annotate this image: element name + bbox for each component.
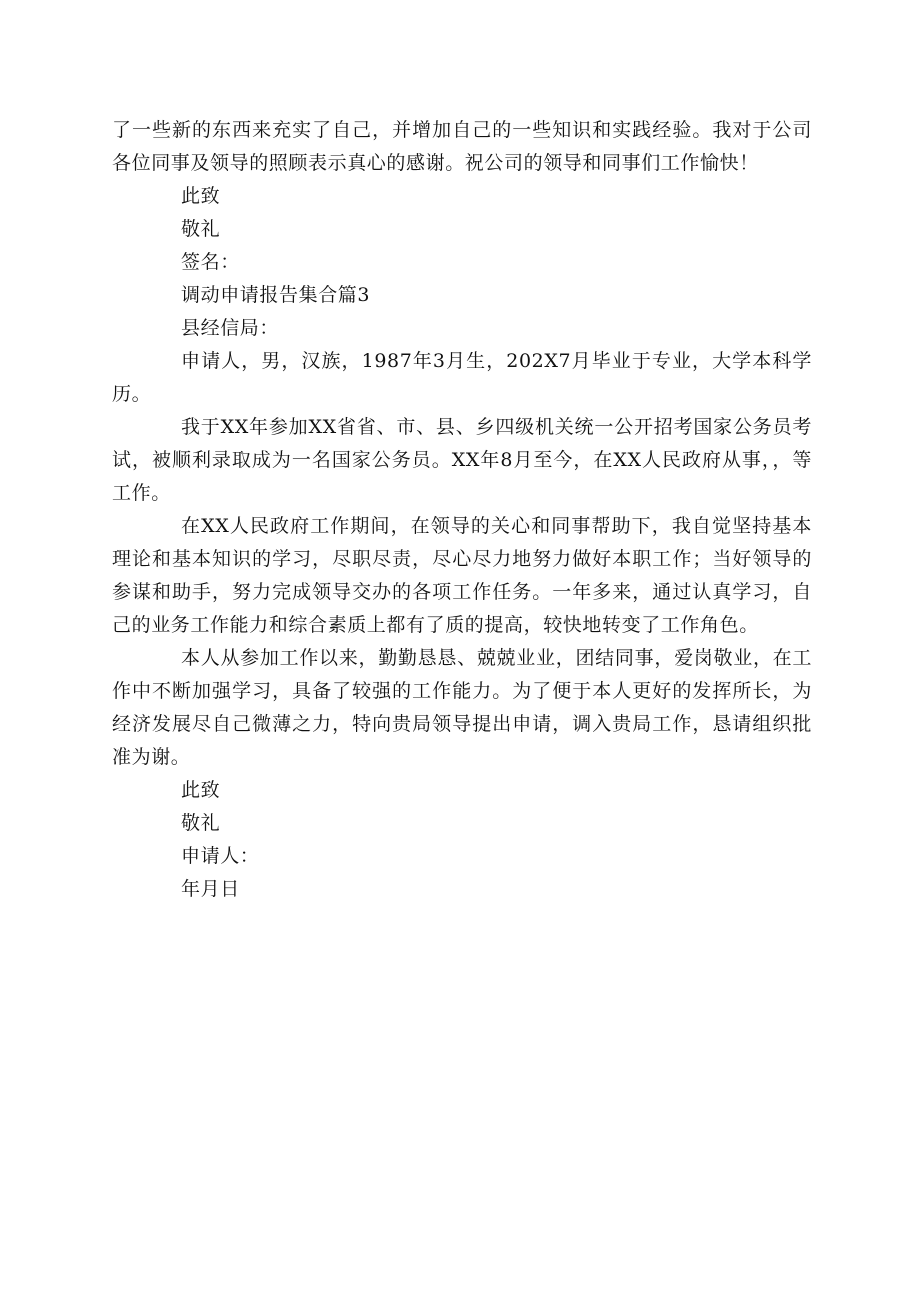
closing-jingli: 敬礼 [181,218,221,240]
section-heading: 调动申请报告集合篇3 [181,284,371,306]
signature-label: 签名： [181,251,240,273]
addressee: 县经信局： [181,317,280,339]
paragraph-request: 本人从参加工作以来，勤勤恳恳、兢兢业业，团结同事，爱岗敬业，在工作中不断加强学习，具备了较强的工作能力。为了便于本人更好的发挥所长，为经济发展尽自己微薄之力，特向贵局领导提出申请，调入贵局工作，恳请组织批准为谢。 [112,647,812,768]
closing-jingli-2: 敬礼 [181,812,221,834]
paragraph-applicant-info: 申请人，男，汉族，1987年3月生，202X7月毕业于专业，大学本科学历。 [112,350,812,405]
document-body [112,114,812,906]
closing-cizhi-2: 此致 [181,779,221,801]
applicant-label: 申请人： [181,845,260,867]
closing-cizhi: 此致 [181,185,221,207]
date-label: 年月日 [181,878,240,900]
paragraph-exam: 我于XX年参加XX省省、市、县、乡四级机关统一公开招考国家公务员考试，被顺利录取成为一名国家公务员。XX年8月至今，在XX人民政府从事，，等工作。 [112,416,812,504]
paragraph-work-period: 在XX人民政府工作期间，在领导的关心和同事帮助下，我自觉坚持基本理论和基本知识的学习，尽职尽责，尽心尽力地努力做好本职工作；当好领导的参谋和助手，努力完成领导交办的各项工作任务。一年多来，通过认真学习，自己的业务工作能力和综合素质上都有了质的提高，较快地转变了工作角色。 [112,515,812,636]
paragraph-continuation: 了一些新的东西来充实了自己，并增加自己的一些知识和实践经验。我对于公司各位同事及领导的照顾表示真心的感谢。祝公司的领导和同事们工作愉快！ [112,119,812,174]
